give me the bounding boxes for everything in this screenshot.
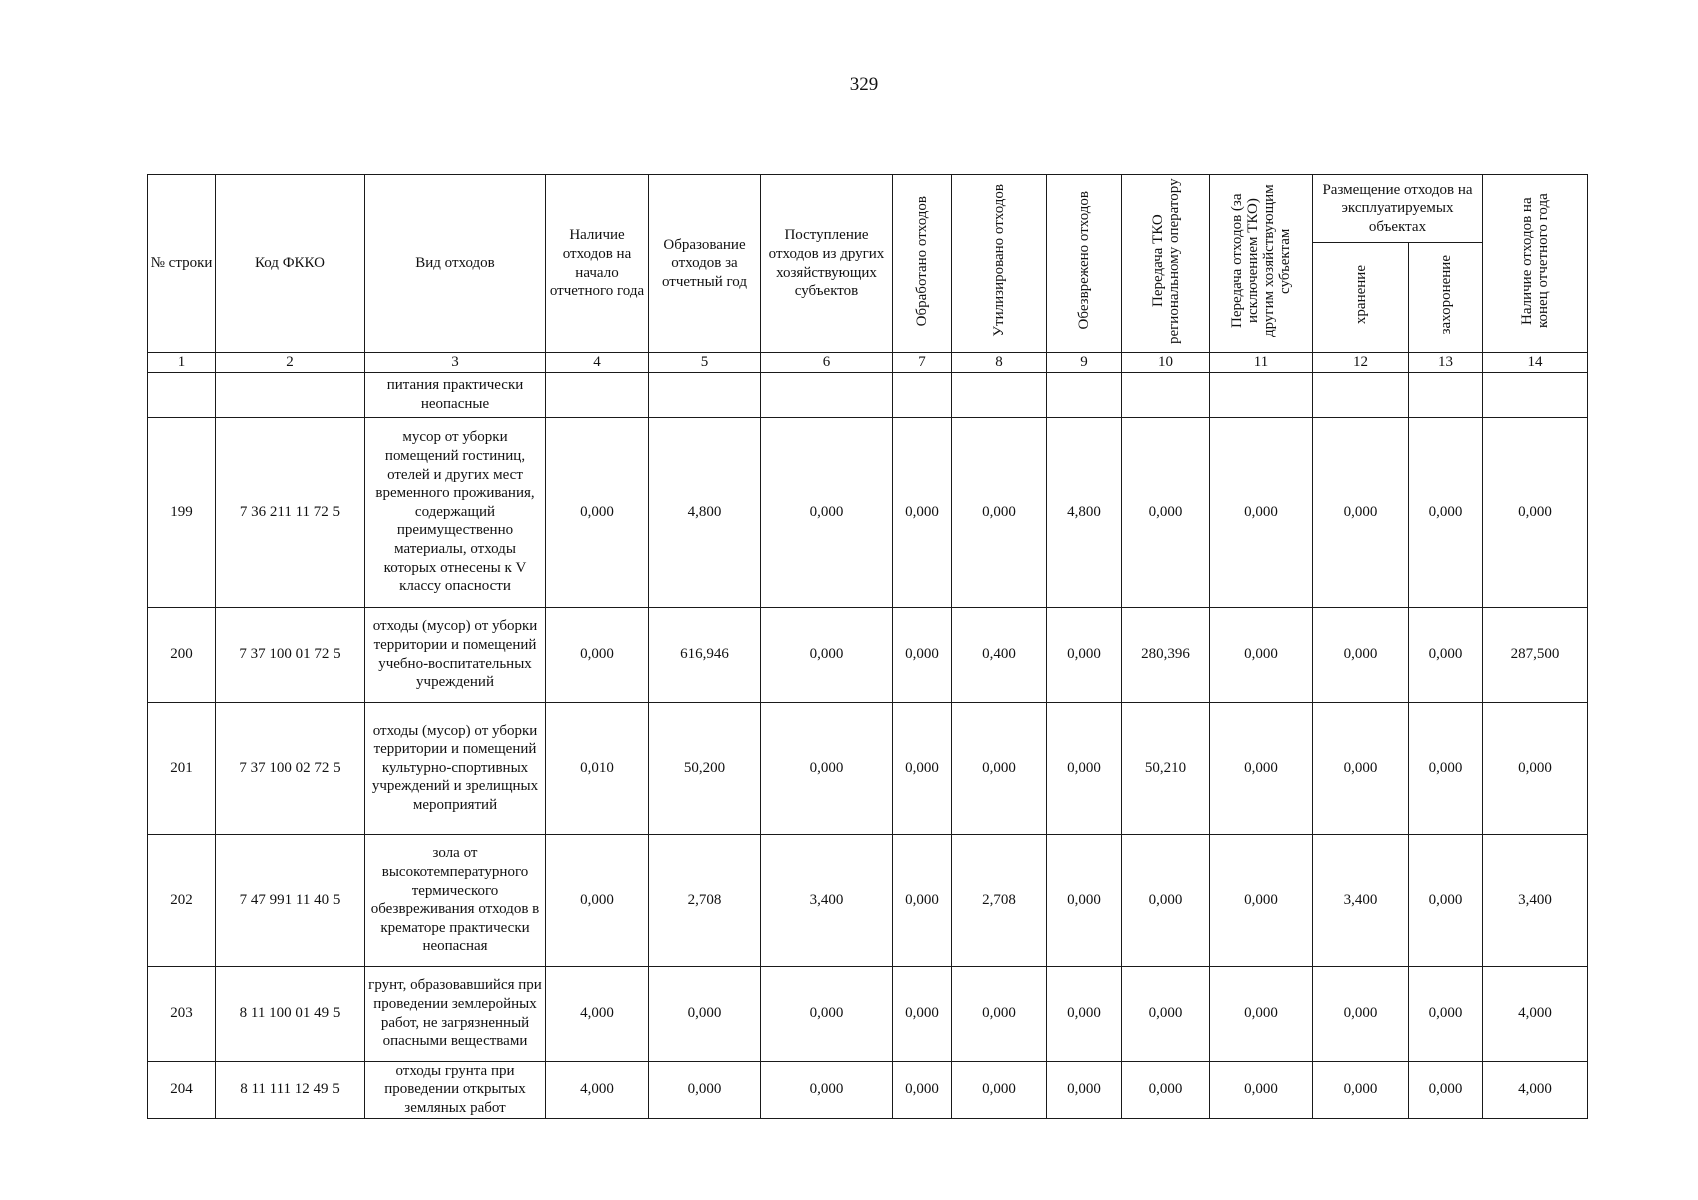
row-number: 203 [148, 966, 216, 1061]
table-row [148, 966, 1588, 1061]
column-number: 3 [365, 353, 546, 373]
column-number: 2 [216, 353, 365, 373]
fkko-code: 8 11 100 01 49 5 [216, 966, 365, 1061]
header-received: Поступление отходов из других хозяйствующих субъектов [761, 175, 893, 353]
value-utilized: 0,000 [952, 1061, 1047, 1118]
header-to-regional-operator: Передача ТКО региональному оператору [1122, 175, 1210, 353]
value-storage: 0,000 [1313, 966, 1409, 1061]
value-to-other-entities: 0,000 [1210, 607, 1313, 702]
waste-description: отходы (мусор) от уборки территории и помещений учебно-воспитательных учреждений [365, 607, 546, 702]
column-number: 9 [1047, 353, 1122, 373]
value-end-stock: 0,000 [1483, 417, 1588, 607]
waste-description: зола от высокотемпературного термического обезвреживания отходов в крематоре практически неопасная [365, 834, 546, 966]
value-received: 0,000 [761, 1061, 893, 1118]
header-processed: Обработано отходов [893, 175, 952, 353]
row-number: 202 [148, 834, 216, 966]
value-end-stock: 287,500 [1483, 607, 1588, 702]
value-neutralized: 0,000 [1047, 702, 1122, 834]
column-number: 8 [952, 353, 1047, 373]
value-to-other-entities: 0,000 [1210, 417, 1313, 607]
value-to-regional-operator: 0,000 [1122, 966, 1210, 1061]
header-storage: хранение [1313, 243, 1409, 353]
row-number: 200 [148, 607, 216, 702]
value-to-regional-operator: 280,396 [1122, 607, 1210, 702]
header-generated: Образование отходов за отчетный год [649, 175, 761, 353]
value-neutralized: 0,000 [1047, 966, 1122, 1061]
value-storage: 0,000 [1313, 702, 1409, 834]
value-utilized: 0,000 [952, 417, 1047, 607]
value-burial: 0,000 [1409, 417, 1483, 607]
value-storage: 3,400 [1313, 834, 1409, 966]
value-burial: 0,000 [1409, 702, 1483, 834]
value-to-other-entities: 0,000 [1210, 702, 1313, 834]
fkko-code: 7 37 100 02 72 5 [216, 702, 365, 834]
header-to-other-entities: Передача отходов (за исключением ТКО) другим хозяйствующим субъектам [1210, 175, 1313, 353]
value-storage: 0,000 [1313, 1061, 1409, 1118]
waste-description: грунт, образовавшийся при проведении землеройных работ, не загрязненный опасными веществами [365, 966, 546, 1061]
column-number: 11 [1210, 353, 1313, 373]
value-received: 0,000 [761, 417, 893, 607]
column-number: 1 [148, 353, 216, 373]
table-row [148, 607, 1588, 702]
value-to-regional-operator: 0,000 [1122, 834, 1210, 966]
page-number: 329 [849, 74, 879, 95]
table-row [148, 1061, 1588, 1118]
value-processed: 0,000 [893, 834, 952, 966]
column-number: 4 [546, 353, 649, 373]
value-start-stock: 4,000 [546, 966, 649, 1061]
fkko-code: 8 11 111 12 49 5 [216, 1061, 365, 1118]
value-to-regional-operator: 0,000 [1122, 417, 1210, 607]
column-number: 10 [1122, 353, 1210, 373]
value-generated: 4,800 [649, 417, 761, 607]
value-storage: 0,000 [1313, 417, 1409, 607]
value-processed: 0,000 [893, 702, 952, 834]
waste-description: питания практически неопасные [365, 372, 546, 417]
header-placement: Размещение отходов на эксплуатируемых объектах [1313, 175, 1483, 243]
value-end-stock: 4,000 [1483, 1061, 1588, 1118]
table-row [148, 702, 1588, 834]
column-number-row [148, 353, 1588, 373]
waste-table [147, 174, 1588, 1119]
value-neutralized: 4,800 [1047, 417, 1122, 607]
value-burial: 0,000 [1409, 834, 1483, 966]
fkko-code: 7 36 211 11 72 5 [216, 417, 365, 607]
column-number: 12 [1313, 353, 1409, 373]
value-burial: 0,000 [1409, 1061, 1483, 1118]
value-received: 0,000 [761, 607, 893, 702]
value-received: 0,000 [761, 702, 893, 834]
row-number: 201 [148, 702, 216, 834]
header-row-no: № строки [148, 175, 216, 353]
column-number: 13 [1409, 353, 1483, 373]
column-number: 14 [1483, 353, 1588, 373]
table-row [148, 834, 1588, 966]
value-generated: 2,708 [649, 834, 761, 966]
value-to-other-entities: 0,000 [1210, 834, 1313, 966]
continuation-row [148, 372, 1588, 417]
value-start-stock: 4,000 [546, 1061, 649, 1118]
value-start-stock: 0,000 [546, 834, 649, 966]
value-start-stock: 0,000 [546, 417, 649, 607]
row-number: 199 [148, 417, 216, 607]
value-processed: 0,000 [893, 1061, 952, 1118]
header-waste-type: Вид отходов [365, 175, 546, 353]
value-generated: 0,000 [649, 966, 761, 1061]
value-end-stock: 0,000 [1483, 702, 1588, 834]
value-end-stock: 3,400 [1483, 834, 1588, 966]
row-number: 204 [148, 1061, 216, 1118]
table-row [148, 417, 1588, 607]
value-start-stock: 0,010 [546, 702, 649, 834]
column-number: 7 [893, 353, 952, 373]
value-neutralized: 0,000 [1047, 1061, 1122, 1118]
value-start-stock: 0,000 [546, 607, 649, 702]
value-generated: 50,200 [649, 702, 761, 834]
value-to-other-entities: 0,000 [1210, 1061, 1313, 1118]
waste-description: отходы (мусор) от уборки территории и помещений культурно-спортивных учреждений и зрелищных мероприятий [365, 702, 546, 834]
fkko-code: 7 37 100 01 72 5 [216, 607, 365, 702]
value-processed: 0,000 [893, 966, 952, 1061]
value-neutralized: 0,000 [1047, 834, 1122, 966]
value-utilized: 0,000 [952, 702, 1047, 834]
value-generated: 616,946 [649, 607, 761, 702]
value-to-other-entities: 0,000 [1210, 966, 1313, 1061]
value-utilized: 0,400 [952, 607, 1047, 702]
value-burial: 0,000 [1409, 607, 1483, 702]
header-utilized: Утилизировано отходов [952, 175, 1047, 353]
value-utilized: 2,708 [952, 834, 1047, 966]
header-fkko-code: Код ФККО [216, 175, 365, 353]
header-start-stock: Наличие отходов на начало отчетного года [546, 175, 649, 353]
header-end-stock: Наличие отходов на конец отчетного года [1483, 175, 1588, 353]
value-storage: 0,000 [1313, 607, 1409, 702]
value-processed: 0,000 [893, 417, 952, 607]
waste-description: отходы грунта при проведении открытых земляных работ [365, 1061, 546, 1118]
column-number: 6 [761, 353, 893, 373]
value-processed: 0,000 [893, 607, 952, 702]
value-neutralized: 0,000 [1047, 607, 1122, 702]
value-received: 3,400 [761, 834, 893, 966]
column-number: 5 [649, 353, 761, 373]
fkko-code: 7 47 991 11 40 5 [216, 834, 365, 966]
value-burial: 0,000 [1409, 966, 1483, 1061]
value-utilized: 0,000 [952, 966, 1047, 1061]
value-end-stock: 4,000 [1483, 966, 1588, 1061]
value-to-regional-operator: 0,000 [1122, 1061, 1210, 1118]
value-generated: 0,000 [649, 1061, 761, 1118]
value-received: 0,000 [761, 966, 893, 1061]
value-to-regional-operator: 50,210 [1122, 702, 1210, 834]
header-burial: захоронение [1409, 243, 1483, 353]
waste-description: мусор от уборки помещений гостиниц, отелей и других мест временного проживания, содержащий преимущественно материалы, отходы которых отнесены к V классу опасности [365, 417, 546, 607]
header-neutralized: Обезврежено отходов [1047, 175, 1122, 353]
